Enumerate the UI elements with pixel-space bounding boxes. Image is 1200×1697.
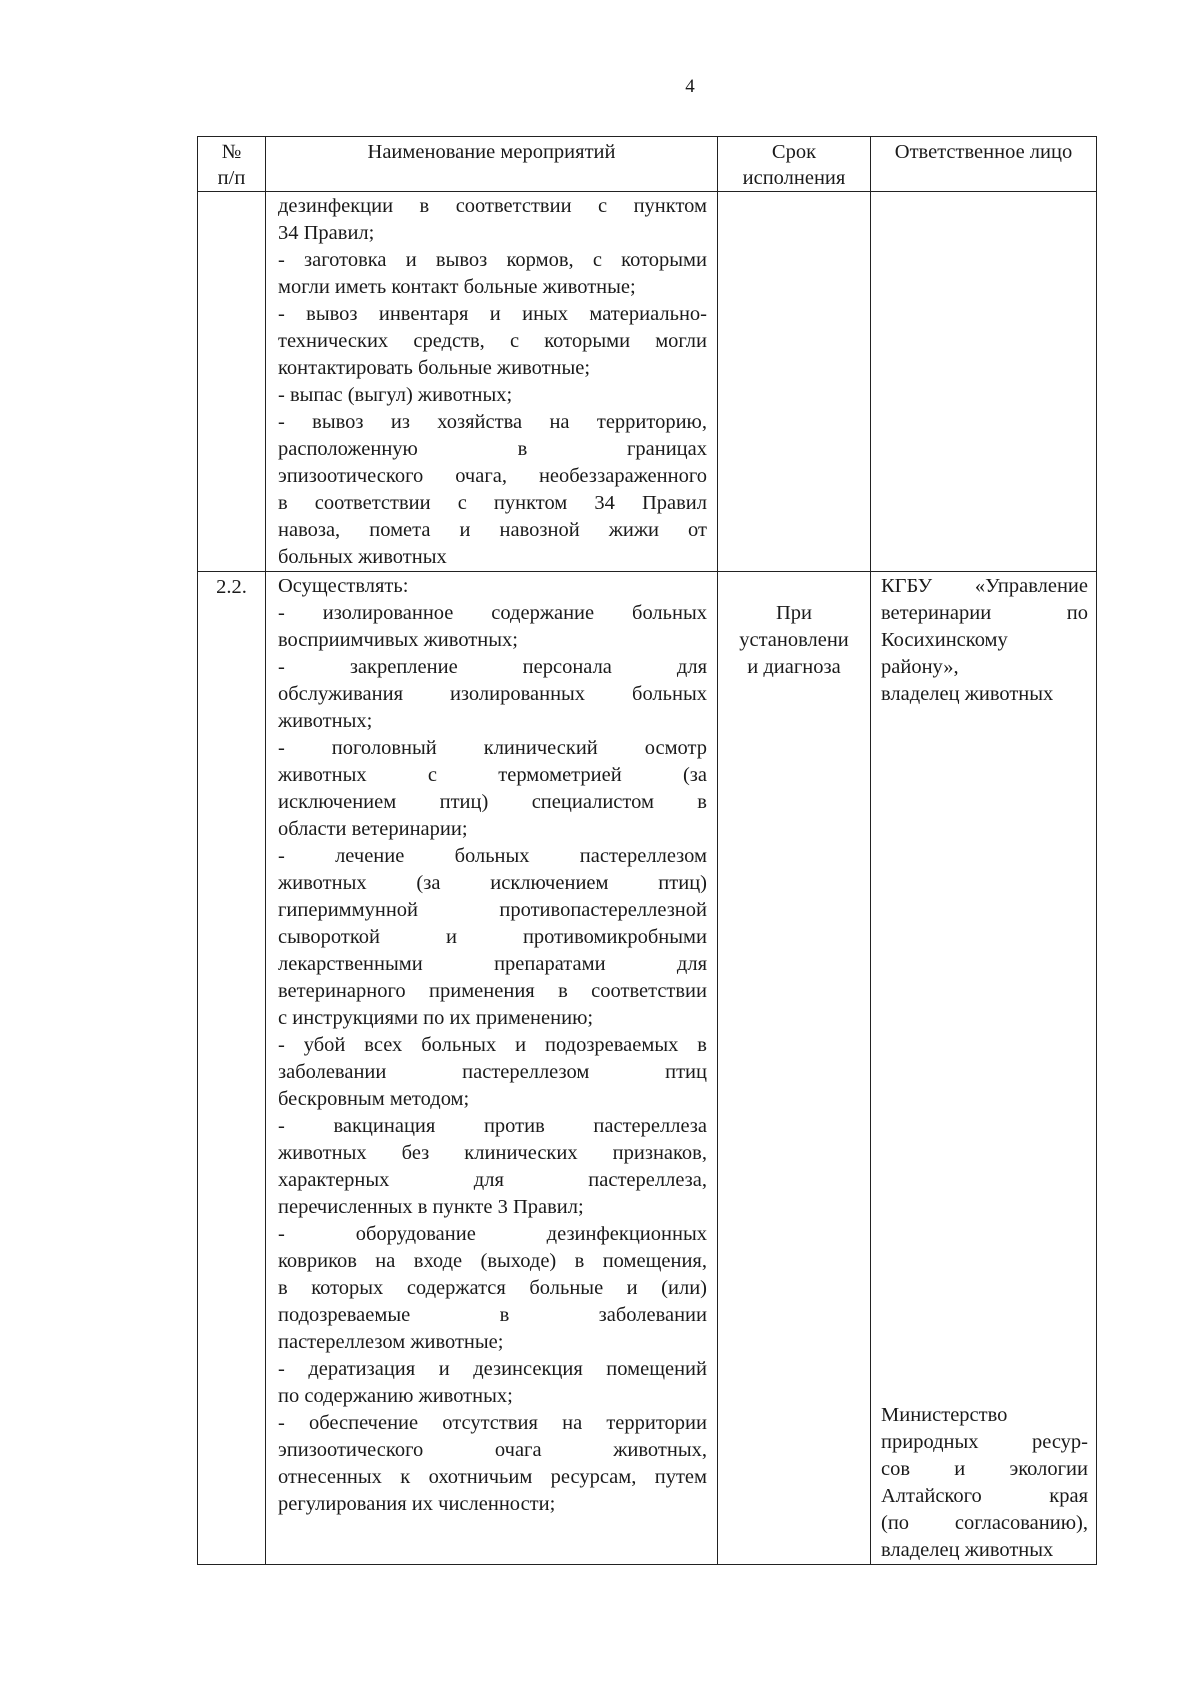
text-line: Косихинскому	[881, 629, 1008, 651]
text-line: владелец животных	[881, 683, 1054, 705]
text-line: КГБУ «Управление	[881, 575, 1088, 597]
header-name	[266, 137, 718, 192]
action-plan-table	[197, 136, 1097, 1565]
text-line: контактировать больные животные;	[278, 357, 591, 379]
text-line: животных (за исключением птиц)	[278, 872, 707, 894]
table-row	[198, 572, 1097, 1565]
table-header-row	[198, 137, 1097, 192]
header-resp	[871, 137, 1097, 192]
text-line: Алтайского края	[881, 1485, 1088, 1507]
term-text: При установлени и диагноза	[739, 602, 849, 678]
text-line: животных с термометрией (за	[278, 764, 707, 786]
text-line: Осуществлять:	[278, 575, 409, 597]
text-line: - заготовка и вывоз кормов, с которыми	[278, 249, 707, 271]
text-line: ветеринарного применения в соответствии	[278, 980, 707, 1002]
text-line: обслуживания изолированных больных	[278, 683, 707, 705]
text-line: владелец животных	[881, 1539, 1054, 1561]
text-line: отнесенных к охотничьим ресурсам, путем	[278, 1466, 707, 1488]
text-line: эпизоотического очага, необеззараженного	[278, 465, 707, 487]
measure-name	[266, 572, 718, 1565]
text-line: гипериммунной противопастереллезной	[278, 899, 707, 921]
text-line: Министерство	[881, 1404, 1008, 1426]
text-line: - поголовный клинический осмотр	[278, 737, 707, 759]
text-line: исключением птиц) специалистом в	[278, 791, 707, 813]
text-line: (по согласованию),	[881, 1512, 1088, 1534]
text-line: в которых содержатся больные и (или)	[278, 1277, 707, 1299]
text-line: - вывоз инвентаря и иных материально-	[278, 303, 707, 325]
measure-lines	[266, 192, 717, 571]
text-line: расположенную в границах	[278, 438, 707, 460]
text-line: навоза, помета и навозной жижи от	[278, 519, 707, 541]
text-line: - оборудование дезинфекционных	[278, 1223, 707, 1245]
text-line: - закрепление персонала для	[278, 656, 707, 678]
text-line: эпизоотического очага животных,	[278, 1439, 707, 1461]
measure-lines	[266, 572, 717, 1518]
header-num-text: № п/п	[217, 141, 246, 189]
text-line: дезинфекции в соответствии с пунктом	[278, 195, 707, 217]
text-line: природных ресур-	[881, 1431, 1088, 1453]
text-line: в соответствии с пунктом 34 Правил	[278, 492, 707, 514]
row-number: 2.2.	[198, 572, 266, 1565]
text-line: району»,	[881, 656, 959, 678]
text-line: лекарственными препаратами для	[278, 953, 707, 975]
text-line: характерных для пастереллеза,	[278, 1169, 707, 1191]
text-line: больных животных	[278, 546, 447, 568]
header-resp-text: Ответственное лицо	[894, 141, 1073, 163]
text-line: восприимчивых животных;	[278, 629, 518, 651]
text-line: бескровным методом;	[278, 1088, 470, 1110]
text-line: заболевании пастереллезом птиц	[278, 1061, 707, 1083]
text-line: технических средств, с которыми могли	[278, 330, 707, 352]
responsible-ministry	[881, 1402, 1088, 1564]
responsible	[871, 572, 1097, 1565]
header-term-text: Срок исполнения	[742, 141, 846, 189]
text-line: с инструкциями по их применению;	[278, 1007, 594, 1029]
text-line: пастереллезом животные;	[278, 1331, 504, 1353]
text-line: сов и экологии	[881, 1458, 1088, 1480]
text-line: 34 Правил;	[278, 222, 375, 244]
header-name-text: Наименование мероприятий	[367, 141, 616, 163]
text-line: - обеспечение отсутствия на территории	[278, 1412, 707, 1434]
text-line: - вывоз из хозяйства на территорию,	[278, 411, 707, 433]
text-line: по содержанию животных;	[278, 1385, 513, 1407]
header-term	[718, 137, 871, 192]
text-line: - вакцинация против пастереллеза	[278, 1115, 707, 1137]
term	[718, 572, 871, 1565]
header-num	[198, 137, 266, 192]
page-number: 4	[685, 76, 695, 97]
text-line: перечисленных в пункте 3 Правил;	[278, 1196, 584, 1218]
measure-name	[266, 192, 718, 572]
text-line: регулирования их численности;	[278, 1493, 556, 1515]
text-line: - изолированное содержание больных	[278, 602, 707, 624]
text-line: подозреваемые в заболевании	[278, 1304, 707, 1326]
text-line: области ветеринарии;	[278, 818, 468, 840]
text-line: животных;	[278, 710, 373, 732]
text-line: - дератизация и дезинсекция помещений	[278, 1358, 707, 1380]
responsible	[871, 192, 1097, 572]
table-row	[198, 192, 1097, 572]
text-line: сывороткой и противомикробными	[278, 926, 707, 948]
term	[718, 192, 871, 572]
text-line: - убой всех больных и подозреваемых в	[278, 1034, 707, 1056]
text-line: животных без клинических признаков,	[278, 1142, 707, 1164]
row-number	[198, 192, 266, 572]
text-line: могли иметь контакт больные животные;	[278, 276, 636, 298]
responsible-primary	[871, 572, 1096, 708]
text-line: ковриков на входе (выходе) в помещения,	[278, 1250, 707, 1272]
text-line: - лечение больных пастереллезом	[278, 845, 707, 867]
text-line: - выпас (выгул) животных;	[278, 384, 513, 406]
text-line: ветеринарии по	[881, 602, 1088, 624]
